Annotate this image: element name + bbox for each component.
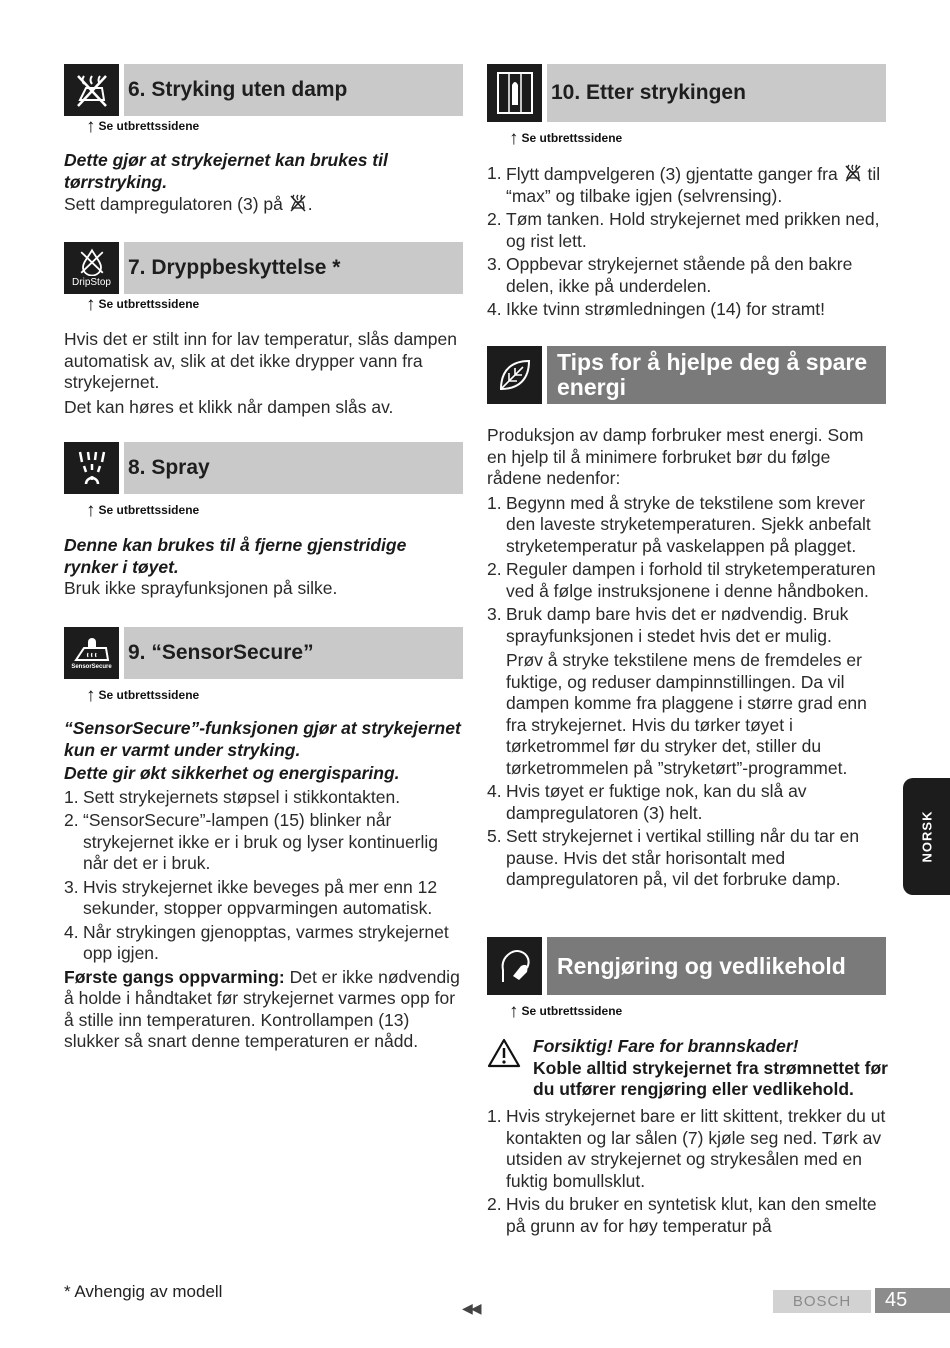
arrow-up-icon: ↑ [86,685,96,706]
page-number: 45 [875,1288,950,1313]
spray-icon [64,442,119,494]
section-9-title: 9. “SensorSecure” [124,627,463,679]
list-item: 1. Flytt dampvelgeren (3) gjentatte ganger fra til “max” og tilbake igjen (selvrensing). [487,163,881,206]
warning-title: Forsiktig! Fare for brannskader! [533,1036,799,1056]
tips-header [487,346,886,404]
fold-out-reference: ↑ Se utbrettssidene [509,1001,623,1022]
no-steam-icon [843,163,863,183]
section-10-title: 10. Etter strykingen [547,64,886,122]
cleaning-title: Rengjøring og vedlikehold [547,937,886,995]
list-item: 5. Sett strykejernet i vertikal stilling når du tar en pause. Hvis det står horisontalt med dampregulatoren på, vil det forbruke damp. [487,826,860,889]
section-8-instruction: Bruk ikke sprayfunksjonen på silke. [64,578,338,598]
section-6-body [64,150,464,216]
cleaning-body [487,1106,887,1239]
section-6-header [64,64,463,116]
list-item: 3. Bruk damp bare hvis det er nødvendig. Bruk sprayfunksjonen i stedet hvis det er mulig. Prøv å stryke tekstilene mens de fremdeles er fuktige, og reduser dampinnstillingen. Da vil dampen komme fra plaggene i større grad enn fra strykejernet. Hvis du tørker tøyet i tørketrommel før du stryker det, stiller du tørketrommelen på ”stryketørt”-programmet. [487,604,867,778]
list-item: 2. Hvis du bruker en syntetisk klut, kan den smelte på grunn av for høy temperatur på [487,1194,877,1236]
section-8-title: 8. Spray [124,442,463,494]
fold-out-reference: ↑ Se utbrettssidene [86,685,200,706]
section-7-body [64,329,464,418]
arrow-up-icon: ↑ [509,1001,519,1022]
arrow-up-icon: ↑ [86,116,96,137]
section-9-steps [64,787,464,965]
no-steam-icon [288,193,308,213]
section-7-title: 7. Dryppbeskyttelse * [124,242,463,294]
sensorsecure-icon: SensorSecure [64,627,119,679]
list-item: 2. “SensorSecure”-lampen (15) blinker når strykejernet ikke er i bruk og lyser kontinuerlig når det er i bruk. [64,810,439,873]
section-9-intro: “SensorSecure”-funksjonen gjør at strykejernet kun er varmt under stryking. [64,718,461,760]
list-item: 4. Når strykingen gjenopptas, varmes strykejernet opp igjen. [64,921,449,963]
arrow-up-icon: ↑ [86,294,96,315]
section-7-paragraph: Hvis det er stilt inn for lav temperatur, slås dampen automatisk av, slik at det ikke drypper vann fra strykejernet. [64,329,457,392]
footnote: * Avhengig av modell [64,1282,223,1301]
first-heating-note: Første gangs oppvarming: Det er ikke nødvendig å holde i håndtaket før strykejernet varmes opp for å stille inn temperaturen. Kontrollampen (13) slukker så snart denne temperaturen er nådd. [64,966,460,1051]
section-10-steps [487,163,887,321]
fold-out-reference: ↑ Se utbrettssidene [86,294,200,315]
section-8-body [64,535,464,600]
list-item: 1. Begynn med å stryke de tekstilene som krever den laveste stryketemperaturen. Sjekk anbefalt stryketemperatur på vaskelappen på plagget. [487,492,871,556]
section-10-body [487,163,887,323]
back-arrows-icon: ◀◀ [462,1300,480,1316]
list-item: 3. Hvis strykejernet ikke beveges på mer enn 12 sekunder, stopper oppvarmingen automatisk. [64,876,438,918]
tips-list [487,493,887,891]
section-8-intro: Denne kan brukes til å fjerne gjenstridige rynker i tøyet. [64,535,407,577]
language-tab: NORSK [903,778,950,895]
warning-body: Koble alltid strykejernet fra strømnettet før du utfører rengjøring eller vedlikehold. [533,1057,888,1099]
section-7-paragraph: Det kan høres et klikk når dampen slås av. [64,396,394,417]
section-9-body [64,718,464,1053]
cleaning-icon [487,937,542,995]
list-item: 1. Hvis strykejernet bare er litt skittent, trekker du ut kontakten og lar sålen (7) kjøle seg ned. Tørk av utsiden av strykejernet og strykesålen med en fuktig bomullsklut. [487,1106,886,1191]
list-item: 1. Sett strykejernets støpsel i stikkontakten. [64,786,401,807]
section-10-header [487,64,886,122]
section-8-header [64,442,463,494]
list-item: 3. Oppbevar strykejernet stående på den bakre delen, ikke på underdelen. [487,254,853,296]
dripstop-icon: DripStop [64,242,119,294]
section-6-title: 6. Stryking uten damp [124,64,463,116]
cleaning-steps [487,1106,887,1237]
arrow-up-icon: ↑ [509,128,519,149]
fold-out-reference: ↑ Se utbrettssidene [509,128,623,149]
list-item: 4. Ikke tvinn strømledningen (14) for stramt! [487,299,825,319]
list-item: 4. Hvis tøyet er fuktige nok, kan du slå av dampregulatoren (3) helt. [487,781,807,823]
section-6-instruction: Sett dampregulatoren (3) på . [64,194,313,214]
iron-storage-icon [487,64,542,122]
warning-text [533,1036,893,1101]
warning-icon [487,1038,521,1068]
tips-title: Tips for å hjelpe deg å spare energi [547,346,886,404]
cleaning-header [487,937,886,995]
list-item: 2. Reguler dampen i forhold til stryketemperaturen ved å følge instruksjonene i denne håndboken. [487,559,876,601]
fold-out-reference: ↑ Se utbrettssidene [86,116,200,137]
arrow-up-icon: ↑ [86,500,96,521]
leaf-icon [487,346,542,404]
section-9-header [64,627,463,679]
tips-body [487,425,887,893]
fold-out-reference: ↑ Se utbrettssidene [86,500,200,521]
section-7-header [64,242,463,294]
section-9-intro: Dette gir økt sikkerhet og energisparing. [64,763,400,783]
no-steam-icon [64,64,119,116]
list-item: 2. Tøm tanken. Hold strykejernet med prikken ned, og rist lett. [487,209,880,251]
brand-label: BOSCH [773,1290,871,1313]
tips-intro: Produksjon av damp forbruker mest energi. Som en hjelp til å minimere forbruket bør du følge rådene nedenfor: [487,425,864,488]
section-6-intro: Dette gjør at strykejernet kan brukes til tørrstryking. [64,150,388,192]
